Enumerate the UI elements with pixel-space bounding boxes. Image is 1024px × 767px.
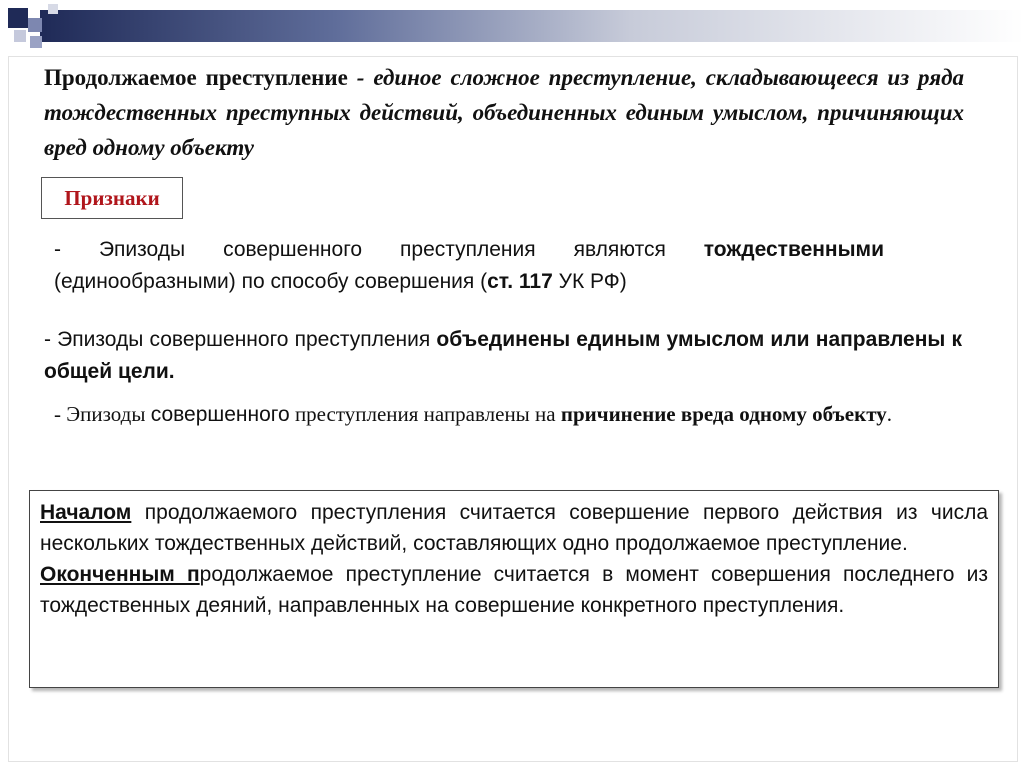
- note-start-term: Началом: [40, 501, 132, 524]
- note-start-paragraph: [40, 497, 988, 559]
- note-end-text: родолжаемое преступление считается в момент совершения последнего из тождественных деяний, направленных на совершение конкретного преступления.: [40, 563, 989, 617]
- definition-term: Продолжаемое преступление: [44, 65, 348, 90]
- sign-item-1: [54, 234, 884, 298]
- sign-item-3-middle: совершенного: [150, 403, 290, 426]
- note-start-text: продолжаемого преступления считается совершение первого действия из числа нескольких тождественных действий, составляющих одно продолжаемое преступление.: [40, 501, 988, 555]
- sign-item-1-middle: (единообразными) по способу совершения (: [54, 270, 488, 293]
- sign-item-1-suffix: УК РФ): [552, 270, 627, 293]
- sign-item-2-bold: объединены единым умыслом или направлены к общей цели.: [44, 328, 962, 383]
- sign-item-2-prefix: - Эпизоды совершенного преступления: [44, 328, 437, 351]
- sign-item-1-bold: тождественными: [703, 238, 884, 261]
- deco-square: [30, 36, 42, 48]
- signs-label: Признаки: [64, 185, 160, 210]
- sign-item-3-bold: причинение вреда одному объекту: [560, 402, 887, 426]
- note-box: [29, 490, 999, 688]
- deco-square: [8, 8, 28, 28]
- deco-square: [14, 30, 26, 42]
- sign-item-3: [54, 398, 964, 431]
- definition-paragraph: [44, 60, 964, 165]
- sign-item-2: [44, 324, 962, 388]
- definition-text: единое сложное преступление, складывающееся из ряда тождественных преступных действий, объединенных единым умыслом, причиняющих вред одному объекту: [44, 65, 964, 160]
- deco-square: [48, 4, 58, 14]
- sign-item-3-rest: преступления направлены на: [289, 402, 561, 426]
- signs-label-box: [41, 177, 183, 219]
- note-end-paragraph: [40, 559, 988, 621]
- note-end-term: Оконченным п: [40, 563, 200, 586]
- sign-item-1-prefix: - Эпизоды совершенного преступления являются: [54, 238, 704, 261]
- sign-item-3-suffix: .: [886, 402, 893, 426]
- sign-item-3-prefix: - Эпизоды: [54, 402, 151, 426]
- header-gradient-band: [40, 10, 1024, 42]
- definition-dash: -: [347, 65, 374, 90]
- sign-item-1-article: ст. 117: [487, 270, 553, 293]
- deco-square: [28, 18, 42, 32]
